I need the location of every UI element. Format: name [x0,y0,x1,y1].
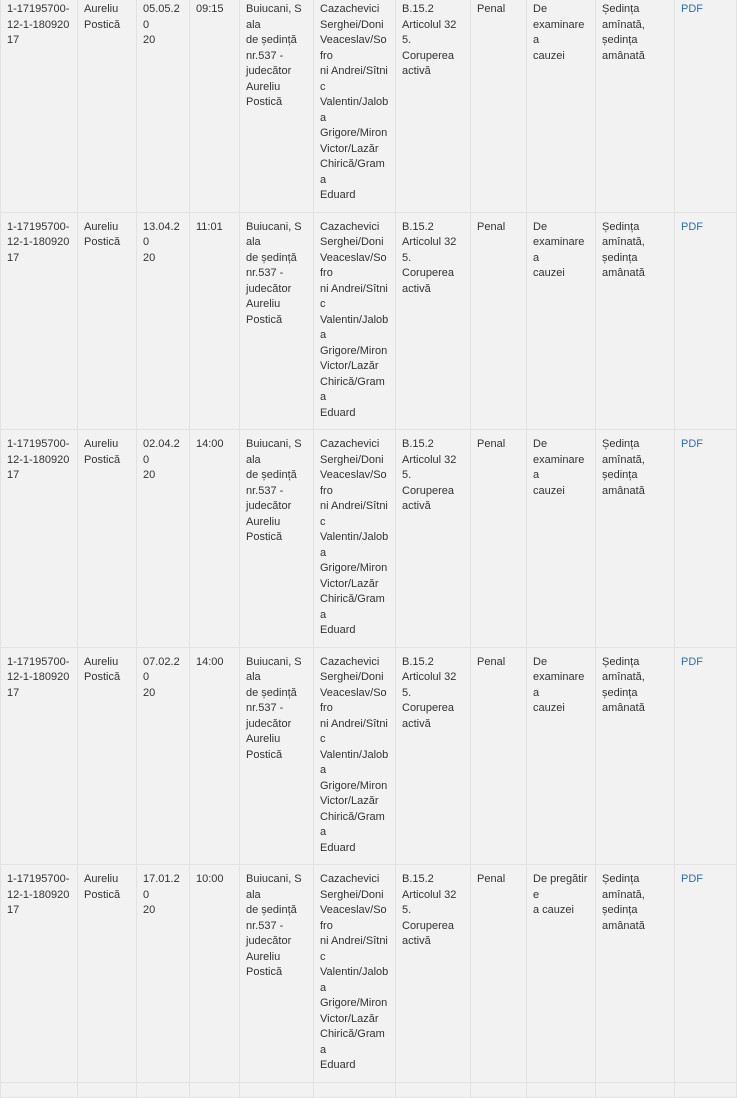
case-type-cell: Penal [471,0,527,212]
judge-cell: Aureliu Postică [78,865,137,1083]
case-type-cell: Penal [471,647,527,865]
stage-cell: De examinare a cauzei [527,212,596,430]
pdf-link[interactable]: PDF [681,220,703,233]
table-row [1,212,737,430]
article-cell: B.15.2 Articolul 325. Coruperea activă [396,865,471,1083]
case-type-cell: Penal [471,430,527,648]
empty-cell [396,1082,471,1097]
pdf-cell [675,430,737,648]
article-cell: B.15.2 Articolul 325. Coruperea activă [396,430,471,648]
hearing-time-cell: 09:15 [190,0,240,212]
parties-cell: Cazachevici Serghei/Doni Veaceslav/Sofro ni Andrei/Sîtnic Valentin/Jaloba Grigore/Miron Victor/Lazăr Chirică/Grama Eduard [314,0,396,212]
empty-cell [314,1082,396,1097]
empty-cell [137,1082,190,1097]
result-cell: Ședința amînată, ședința amânată [596,647,675,865]
courtroom-cell: Buiucani, Sala de ședință nr.537 - judecător Aureliu Postică [240,212,314,430]
parties-cell: Cazachevici Serghei/Doni Veaceslav/Sofro ni Andrei/Sîtnic Valentin/Jaloba Grigore/Miron Victor/Lazăr Chirică/Grama Eduard [314,212,396,430]
courtroom-cell: Buiucani, Sala de ședință nr.537 - judecător Aureliu Postică [240,0,314,212]
pdf-link[interactable]: PDF [681,3,703,15]
stage-cell: De examinare a cauzei [527,0,596,212]
article-cell: B.15.2 Articolul 325. Coruperea activă [396,647,471,865]
table-row-partial [1,1082,737,1097]
hearing-time-cell: 14:00 [190,430,240,648]
hearing-date-cell: 13.04.20 20 [137,212,190,430]
pdf-link[interactable]: PDF [681,873,703,885]
empty-cell [1,1082,78,1097]
empty-cell [471,1082,527,1097]
case-number-cell: 1-17195700- 12-1-18092017 [1,647,78,865]
judge-cell: Aureliu Postică [78,212,137,430]
table-row [1,865,737,1083]
courtroom-cell: Buiucani, Sala de ședință nr.537 - judecător Aureliu Postică [240,430,314,648]
courtroom-cell: Buiucani, Sala de ședință nr.537 - judecător Aureliu Postică [240,865,314,1083]
empty-cell [596,1082,675,1097]
parties-cell: Cazachevici Serghei/Doni Veaceslav/Sofro ni Andrei/Sîtnic Valentin/Jaloba Grigore/Miron Victor/Lazăr Chirică/Grama Eduard [314,647,396,865]
hearing-time-cell: 10:00 [190,865,240,1083]
hearing-date-cell: 17.01.20 20 [137,865,190,1083]
case-type-cell: Penal [471,865,527,1083]
case-number-cell: 1-17195700- 12-1-18092017 [1,0,78,212]
table-row [1,0,737,212]
hearing-time-cell: 14:00 [190,647,240,865]
result-cell: Ședința amînată, ședința amânată [596,0,675,212]
result-cell: Ședința amînată, ședința amânată [596,212,675,430]
pdf-cell [675,865,737,1083]
hearing-date-cell: 05.05.20 20 [137,0,190,212]
case-number-cell: 1-17195700- 12-1-18092017 [1,865,78,1083]
empty-cell [240,1082,314,1097]
pdf-cell [675,647,737,865]
stage-cell: De pregătire a cauzei [527,865,596,1083]
article-cell: B.15.2 Articolul 325. Coruperea activă [396,0,471,212]
judge-cell: Aureliu Postică [78,0,137,212]
empty-cell [527,1082,596,1097]
parties-cell: Cazachevici Serghei/Doni Veaceslav/Sofro ni Andrei/Sîtnic Valentin/Jaloba Grigore/Miron Victor/Lazăr Chirică/Grama Eduard [314,865,396,1083]
courtroom-cell: Buiucani, Sala de ședință nr.537 - judecător Aureliu Postică [240,647,314,865]
table-row [1,430,737,648]
judge-cell: Aureliu Postică [78,647,137,865]
table-row [1,647,737,865]
pdf-cell [675,212,737,430]
parties-cell: Cazachevici Serghei/Doni Veaceslav/Sofro ni Andrei/Sîtnic Valentin/Jaloba Grigore/Miron Victor/Lazăr Chirică/Grama Eduard [314,430,396,648]
hearing-date-cell: 07.02.20 20 [137,647,190,865]
empty-cell [78,1082,137,1097]
result-cell: Ședința amînată, ședința amânată [596,430,675,648]
article-cell: B.15.2 Articolul 325. Coruperea activă [396,212,471,430]
hearing-time-cell: 11:01 [190,212,240,430]
case-type-cell: Penal [471,212,527,430]
empty-cell [675,1082,737,1097]
case-number-cell: 1-17195700- 12-1-18092017 [1,212,78,430]
pdf-link[interactable]: PDF [681,655,703,668]
empty-cell [190,1082,240,1097]
stage-cell: De examinare a cauzei [527,647,596,865]
judge-cell: Aureliu Postică [78,430,137,648]
result-cell: Ședința amînată, ședința amânată [596,865,675,1083]
hearing-date-cell: 02.04.20 20 [137,430,190,648]
case-number-cell: 1-17195700- 12-1-18092017 [1,430,78,648]
pdf-cell [675,0,737,212]
stage-cell: De examinare a cauzei [527,430,596,648]
pdf-link[interactable]: PDF [681,438,703,450]
